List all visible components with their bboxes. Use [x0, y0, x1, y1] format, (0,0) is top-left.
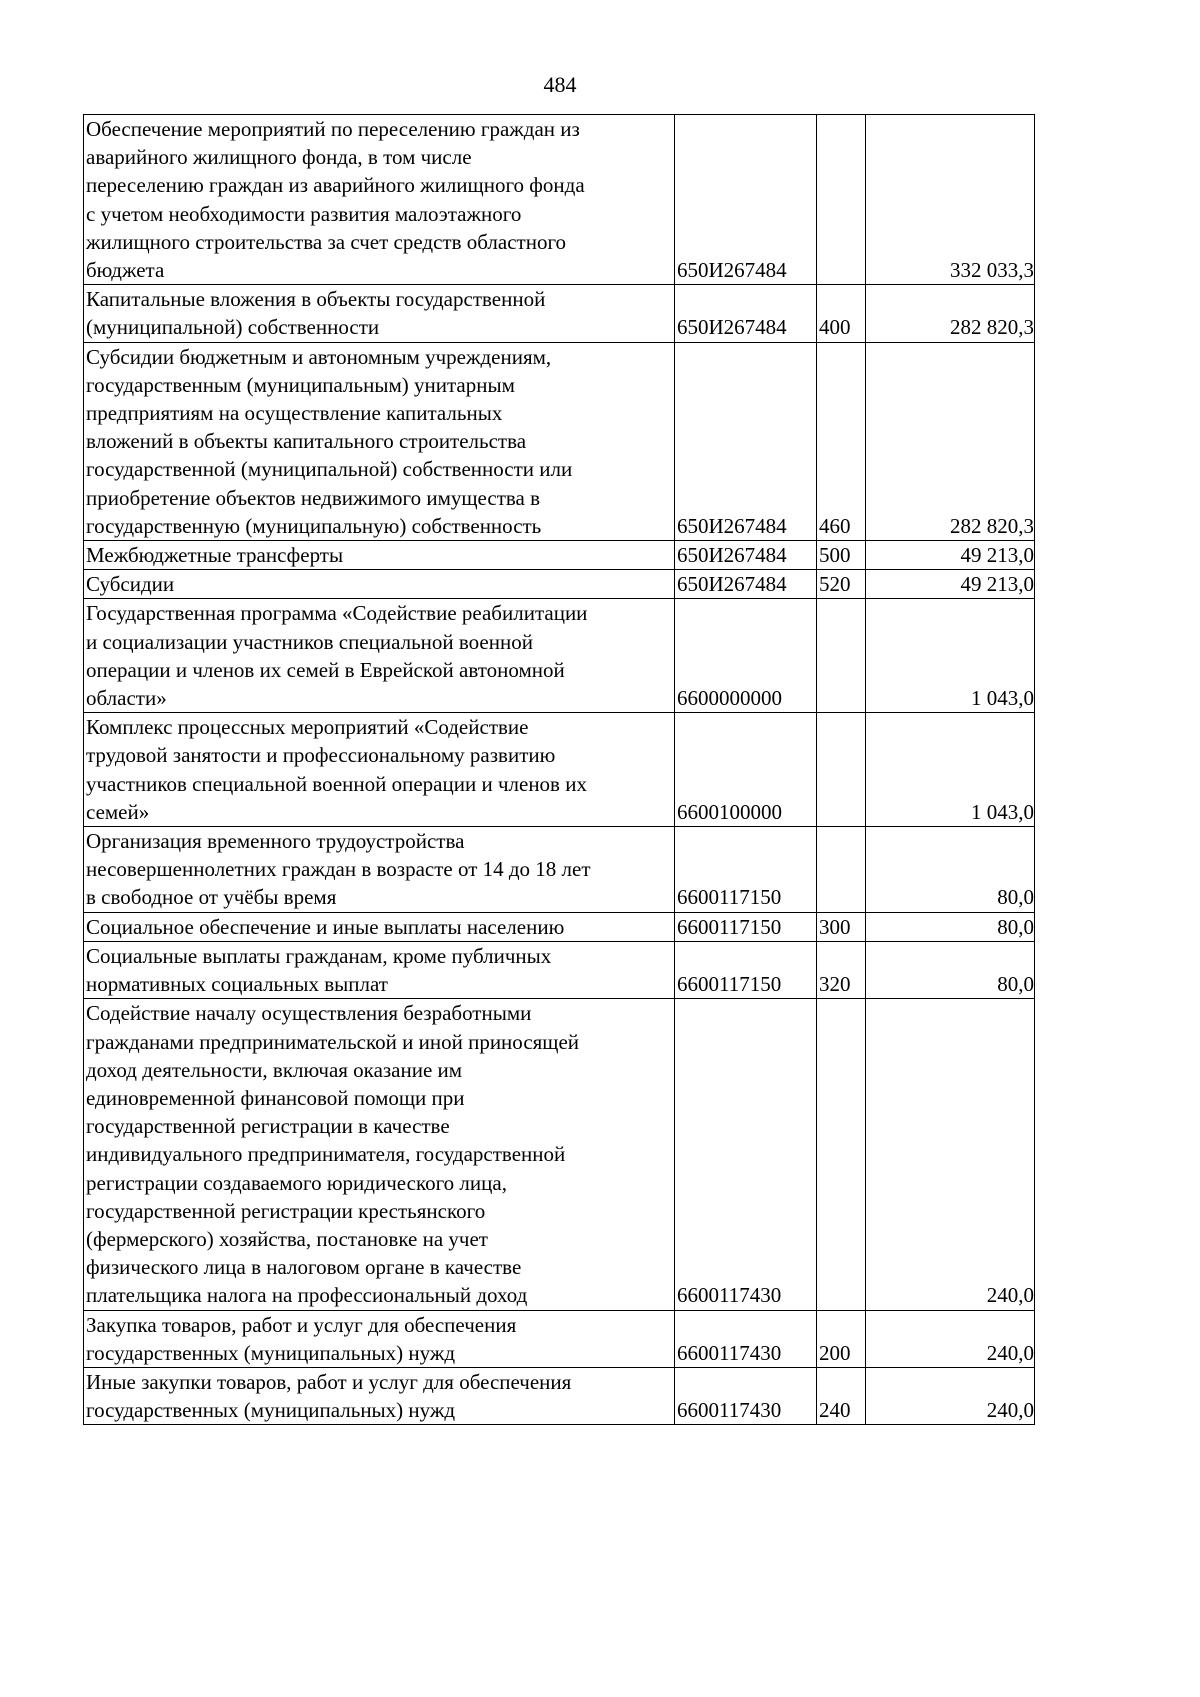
row-amount: 282 820,3: [866, 342, 1035, 540]
table-row: [84, 541, 1035, 570]
row-amount: 80,0: [866, 827, 1035, 913]
row-expense-type: 500: [817, 541, 866, 570]
row-name-cell: [84, 912, 675, 941]
row-name-line: области»: [86, 686, 167, 711]
row-amount: 240,0: [866, 999, 1035, 1310]
row-name-line: несовершеннолетних граждан в возрасте от 14 до 18 лет: [86, 857, 591, 882]
table-row: [84, 999, 1035, 1310]
row-name-cell: [84, 713, 675, 827]
row-expense-type: 200: [817, 1310, 866, 1367]
row-amount: 1 043,0: [866, 599, 1035, 713]
row-target-code: 650И267484: [675, 285, 817, 342]
row-amount: 80,0: [866, 912, 1035, 941]
row-name-cell: [84, 285, 675, 342]
row-expense-type: 400: [817, 285, 866, 342]
row-name-line: и социализации участников специальной военной: [86, 629, 533, 654]
row-name-line: Субсидии: [86, 572, 175, 597]
row-target-code: 6600000000: [675, 599, 817, 713]
row-name-line: физического лица в налоговом органе в качестве: [86, 1255, 522, 1280]
row-name-line: операции и членов их семей в Еврейской автономной: [86, 657, 565, 682]
row-name-line: предприятиям на осуществление капитальных: [86, 401, 503, 426]
row-name-line: в свободное от учёбы время: [86, 885, 337, 910]
row-name-line: единовременной финансовой помощи при: [86, 1085, 465, 1110]
row-amount: 240,0: [866, 1310, 1035, 1367]
row-name-line: участников специальной военной операции и членов их: [86, 771, 587, 796]
row-expense-type: 300: [817, 912, 866, 941]
row-name-line: (фермерского) хозяйства, постановке на учет: [86, 1226, 488, 1251]
row-name-line: Государственная программа «Содействие реабилитации: [86, 601, 588, 626]
row-amount: 49 213,0: [866, 570, 1035, 599]
table-row: [84, 941, 1035, 998]
table-row: [84, 827, 1035, 913]
row-target-code: 650И267484: [675, 342, 817, 540]
row-target-code: 650И267484: [675, 570, 817, 599]
row-name-line: бюджета: [86, 258, 165, 283]
row-amount: 49 213,0: [866, 541, 1035, 570]
table-row: [84, 1310, 1035, 1367]
row-expense-type: [817, 599, 866, 713]
row-amount: 1 043,0: [866, 713, 1035, 827]
row-name-line: нормативных социальных выплат: [86, 972, 388, 997]
row-name-cell: [84, 827, 675, 913]
table-row: [84, 342, 1035, 540]
row-name-line: Социальные выплаты гражданам, кроме публичных: [86, 943, 552, 968]
row-name-cell: [84, 1310, 675, 1367]
row-name-cell: [84, 599, 675, 713]
row-expense-type: 240: [817, 1367, 866, 1424]
row-name-line: Комплекс процессных мероприятий «Содействие: [86, 715, 529, 740]
row-name-line: индивидуального предпринимателя, государственной: [86, 1142, 566, 1167]
row-expense-type: [817, 999, 866, 1310]
row-name-line: Межбюджетные трансферты: [86, 543, 344, 568]
row-target-code: 650И267484: [675, 541, 817, 570]
table-row: [84, 1367, 1035, 1424]
row-name-line: аварийного жилищного фонда, в том числе: [86, 145, 472, 170]
row-target-code: 6600117150: [675, 941, 817, 998]
row-name-line: гражданами предпринимательской и иной приносящей: [86, 1029, 580, 1054]
row-target-code: 6600117430: [675, 1367, 817, 1424]
row-name-line: регистрации создаваемого юридического лица,: [86, 1170, 507, 1195]
row-name-line: Обеспечение мероприятий по переселению граждан из: [86, 117, 580, 141]
row-name-line: (муниципальной) собственности: [86, 315, 380, 340]
row-name-line: приобретение объектов недвижимого имущества в: [86, 485, 541, 510]
row-amount: 80,0: [866, 941, 1035, 998]
table-row: [84, 570, 1035, 599]
row-target-code: 6600117150: [675, 827, 817, 913]
row-name-line: государственной регистрации крестьянского: [86, 1198, 486, 1223]
row-name-line: Закупка товаров, работ и услуг для обеспечения: [86, 1312, 517, 1337]
row-expense-type: 320: [817, 941, 866, 998]
row-name-cell: [84, 999, 675, 1310]
row-name-cell: [84, 541, 675, 570]
row-name-line: семей»: [86, 799, 150, 824]
row-name-cell: [84, 342, 675, 540]
row-name-line: Субсидии бюджетным и автономным учреждениям,: [86, 344, 552, 369]
row-name-cell: [84, 1367, 675, 1424]
row-target-code: 6600117430: [675, 1310, 817, 1367]
row-name-line: государственной регистрации в качестве: [86, 1114, 450, 1139]
row-name-line: Социальное обеспечение и иные выплаты населению: [86, 914, 565, 939]
row-name-line: Иные закупки товаров, работ и услуг для обеспечения: [86, 1369, 572, 1394]
row-amount: 282 820,3: [866, 285, 1035, 342]
row-name-line: государственную (муниципальную) собственность: [86, 513, 542, 538]
row-expense-type: [817, 827, 866, 913]
row-expense-type: 460: [817, 342, 866, 540]
table-row: [84, 912, 1035, 941]
row-name-line: государственной (муниципальной) собственности или: [86, 457, 573, 482]
row-name-line: трудовой занятости и профессиональному развитию: [86, 743, 556, 768]
row-expense-type: [817, 713, 866, 827]
row-name-line: жилищного строительства за счет средств областного: [86, 229, 567, 254]
row-name-line: государственным (муниципальным) унитарным: [86, 372, 515, 397]
row-name-line: государственных (муниципальных) нужд: [86, 1340, 456, 1365]
row-amount: 332 033,3: [866, 115, 1035, 285]
row-name-line: доход деятельности, включая оказание им: [86, 1057, 463, 1082]
row-target-code: 6600117430: [675, 999, 817, 1310]
row-name-cell: [84, 570, 675, 599]
row-target-code: 6600100000: [675, 713, 817, 827]
row-name-line: с учетом необходимости развития малоэтажного: [86, 201, 522, 226]
row-name-line: Содействие началу осуществления безработными: [86, 1001, 532, 1026]
budget-table: [83, 114, 1035, 1425]
table-row: [84, 713, 1035, 827]
row-target-code: 6600117150: [675, 912, 817, 941]
table-row: [84, 599, 1035, 713]
table-row: [84, 285, 1035, 342]
row-name-line: плательщика налога на профессиональный доход: [86, 1283, 528, 1308]
budget-table-body: [84, 115, 1035, 1425]
row-target-code: 650И267484: [675, 115, 817, 285]
row-expense-type: [817, 115, 866, 285]
row-name-line: государственных (муниципальных) нужд: [86, 1398, 456, 1423]
row-name-cell: [84, 115, 675, 285]
row-name-line: вложений в объекты капитального строительства: [86, 429, 527, 454]
row-name-line: переселению граждан из аварийного жилищного фонда: [86, 173, 585, 198]
row-name-line: Капитальные вложения в объекты государственной: [86, 287, 546, 312]
row-name-cell: [84, 941, 675, 998]
table-row: [84, 115, 1035, 285]
row-amount: 240,0: [866, 1367, 1035, 1424]
row-expense-type: 520: [817, 570, 866, 599]
page-number: 484: [543, 72, 577, 97]
row-name-line: Организация временного трудоустройства: [86, 829, 465, 854]
